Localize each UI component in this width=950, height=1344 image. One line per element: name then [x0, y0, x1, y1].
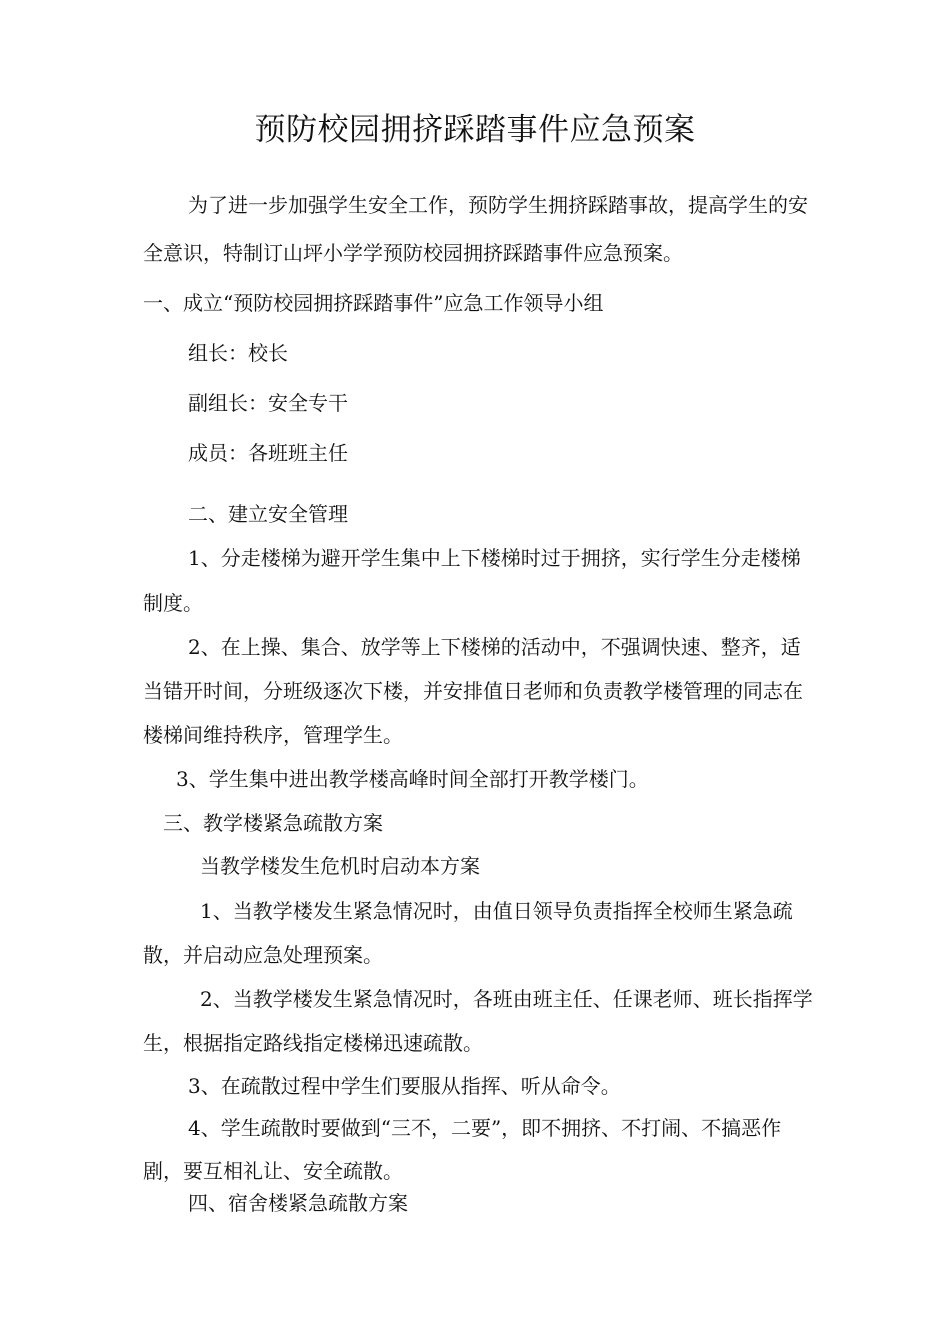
paragraph-line: 制度。 [143, 591, 203, 615]
section-heading: 一、成立“预防校园拥挤踩踏事件”应急工作领导小组 [143, 291, 604, 315]
document-title: 预防校园拥挤踩踏事件应急预案 [254, 112, 696, 148]
paragraph-line: 1、当教学楼发生紧急情况时，由值日领导负责指挥全校师生紧急疏 [200, 899, 793, 923]
paragraph-line: 2、当教学楼发生紧急情况时，各班由班主任、任课老师、班长指挥学 [200, 987, 813, 1011]
paragraph-line: 3、在疏散过程中学生们要服从指挥、听从命令。 [188, 1074, 621, 1098]
paragraph-line: 2、在上操、集合、放学等上下楼梯的活动中，不强调快速、整齐，适 [188, 635, 801, 659]
paragraph-line: 当教学楼发生危机时启动本方案 [200, 854, 480, 878]
paragraph-line: 1、分走楼梯为避开学生集中上下楼梯时过于拥挤，实行学生分走楼梯 [188, 546, 801, 570]
paragraph-line: 全意识，特制订山坪小学学预防校园拥挤踩踏事件应急预案。 [143, 241, 683, 265]
section-heading: 三、教学楼紧急疏散方案 [163, 811, 383, 835]
section-heading: 四、宿舍楼紧急疏散方案 [188, 1191, 408, 1215]
paragraph-line: 副组长：安全专干 [188, 391, 348, 415]
paragraph-line: 成员：各班班主任 [188, 441, 348, 465]
paragraph-line: 4、学生疏散时要做到“三不，二要”，即不拥挤、不打闹、不搞恶作 [188, 1116, 782, 1140]
paragraph-line: 散，并启动应急处理预案。 [143, 943, 383, 967]
paragraph-line: 3、学生集中进出教学楼高峰时间全部打开教学楼门。 [176, 767, 649, 791]
paragraph-line: 生，根据指定路线指定楼梯迅速疏散。 [143, 1031, 483, 1055]
paragraph-line: 楼梯间维持秩序，管理学生。 [143, 723, 403, 747]
section-heading: 二、建立安全管理 [188, 502, 348, 526]
paragraph-line: 组长：校长 [188, 341, 288, 365]
paragraph-line: 为了进一步加强学生安全工作，预防学生拥挤踩踏事故，提高学生的安 [188, 193, 808, 217]
paragraph-line: 剧，要互相礼让、安全疏散。 [143, 1159, 403, 1183]
paragraph-line: 当错开时间，分班级逐次下楼，并安排值日老师和负责教学楼管理的同志在 [143, 679, 803, 703]
